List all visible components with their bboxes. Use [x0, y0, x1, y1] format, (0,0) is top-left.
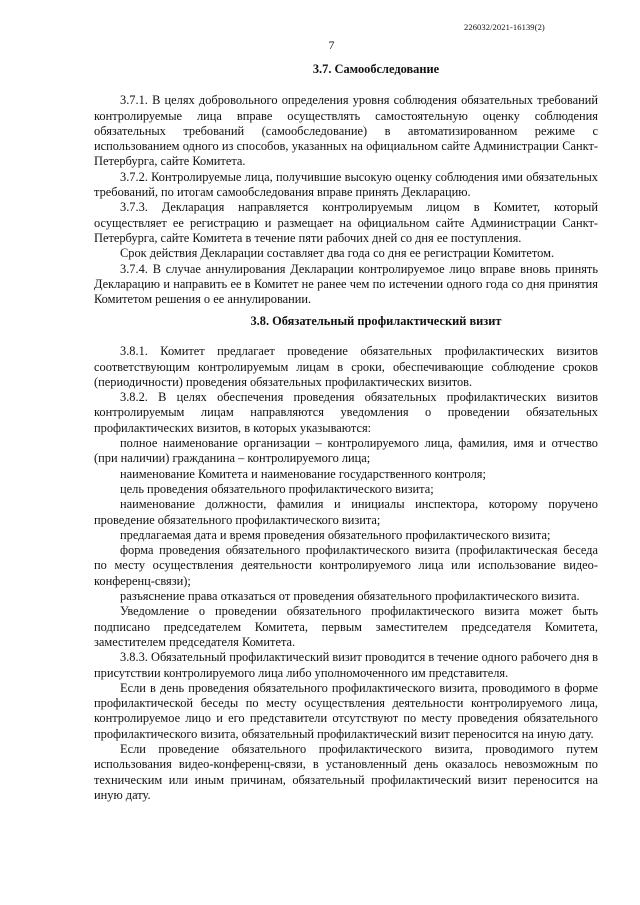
paragraph: Если в день проведения обязательного профилактического визита, проводимого в форме профилактической беседы по месту осуществления деятельности контролируемого лица, контролируемое лицо и его представители отсутствуют по месту проведения обязательного профилактического визита, обязательный профилактический визит переносится на иную дату.	[94, 680, 598, 741]
list-item: наименование должности, фамилия и инициалы инспектора, которому поручено проведение обязательного профилактического визита;	[94, 497, 598, 527]
list-item: цель проведения обязательного профилактического визита;	[120, 481, 434, 496]
paragraph: 3.7.4. В случае аннулирования Декларации контролируемое лицо вправе вновь принять Декларацию и направить ее в Комитет не ранее чем по истечении одного года со дня принятия Комитетом решения о ее аннулировании.	[94, 261, 598, 307]
section-3-7	[94, 62, 598, 307]
paragraph: Если проведение обязательного профилактического визита, проводимого путем использования видео-конференц-связи, в установленный день оказалось невозможным по техническим или иным причинам, обязательный профилактический визит переносится на иную дату.	[94, 742, 598, 802]
section-title: 3.8. Обязательный профилактический визит	[250, 314, 502, 328]
section-title: 3.7. Самообследование	[312, 62, 440, 76]
paragraph: 3.7.2. Контролируемые лица, получившие высокую оценку соблюдения ими обязательных требований, по итогам самообследования вправе принять Декларацию.	[94, 169, 598, 200]
paragraph: 3.7.3. Декларация направляется контролируемым лицом в Комитет, который осуществляет ее регистрацию и размещает на официальном сайте Администрации Санкт-Петербурга, сайте Комитета в течение пяти рабочих дней со дня ее поступления.	[94, 200, 598, 245]
paragraph: 3.8.1. Комитет предлагает проведение обязательных профилактических визитов соответствующим контролируемым лицам в сроки, обеспечивающие соблюдение сроков (периодичности) проведения обязательных профилактических визитов.	[94, 344, 598, 389]
section-3-8	[94, 314, 598, 803]
document-id: 226032/2021-16139(2)	[464, 22, 545, 32]
paragraph: Уведомление о проведении обязательного профилактического визита может быть подписано председателем Комитета, первым заместителем председателя Комитета, заместителем председателя Комитета.	[94, 604, 598, 649]
paragraph: 3.7.1. В целях добровольного определения уровня соблюдения обязательных требований контролируемые лица вправе осуществлять самостоятельную оценку соблюдения обязательных требований (самообследование) в автоматизированном режиме с использованием одного из способов, указанных на официальном сайте Администрации Санкт-Петербурга, сайте Комитета.	[94, 93, 598, 169]
paragraph: 3.8.3. Обязательный профилактический визит проводится в течение одного рабочего дня в присутствии контролируемого лица либо уполномоченного им представителя.	[94, 650, 598, 680]
list-item: разъяснение права отказаться от проведения обязательного профилактического визита.	[120, 589, 580, 604]
list-item: наименование Комитета и наименование государственного контроля;	[120, 466, 486, 481]
page-number: 7	[328, 38, 335, 52]
list-item: форма проведения обязательного профилактического визита (профилактическая беседа по месту осуществления деятельности контролируемого лица или использование видео-конференц-связи);	[94, 543, 598, 588]
paragraph: 3.8.2. В целях обеспечения проведения обязательных профилактических визитов контролируемым лицам направляются уведомления о проведении обязательных профилактических визитов, в которых указываются:	[94, 390, 598, 435]
list-item: полное наименование организации – контролируемого лица, фамилия, имя и отчество (при наличии) гражданина – контролируемого лица;	[94, 436, 598, 466]
list-item: предлагаемая дата и время проведения обязательного профилактического визита;	[120, 527, 551, 542]
paragraph: Срок действия Декларации составляет два года со дня ее регистрации Комитетом.	[120, 246, 555, 261]
